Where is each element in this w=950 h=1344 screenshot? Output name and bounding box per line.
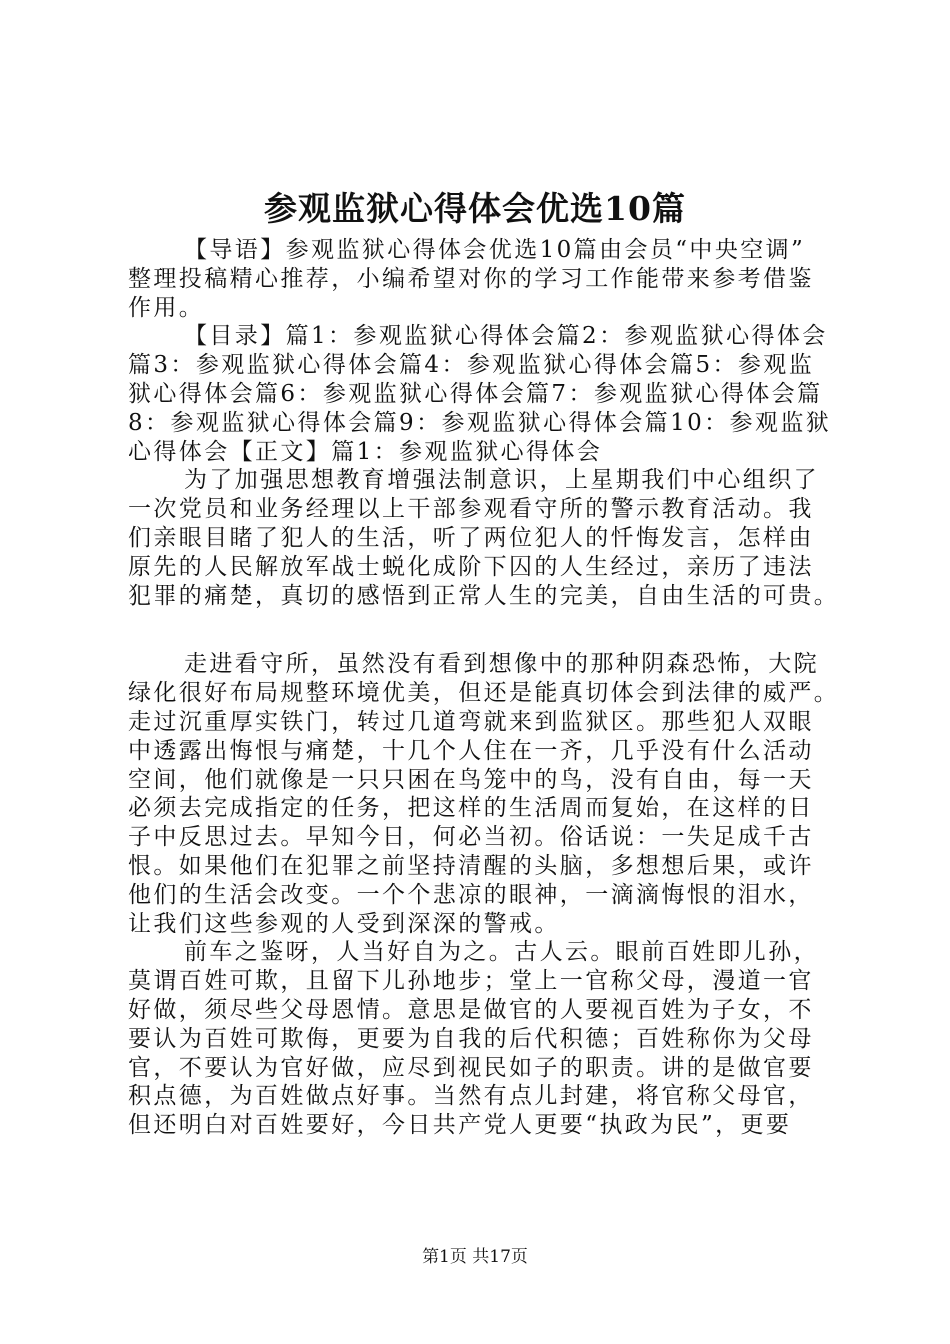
text-line: 前车之鉴呀，人当好自为之。古人云。眼前百姓即儿孙， [184, 939, 819, 966]
text-line: 莫谓百姓可欺，且留下儿孙地步；堂上一官称父母，漫道一官 [128, 968, 814, 995]
text-line: 犯罪的痛楚，真切的感悟到正常人生的完美，自由生活的可贵。 [128, 582, 840, 609]
text-line: 一次党员和业务经理以上干部参观看守所的警示教育活动。我 [128, 496, 814, 523]
text-line: 篇3：参观监狱心得体会篇4：参观监狱心得体会篇5：参观监 [128, 352, 815, 379]
text-line: 【导语】参观监狱心得体会优选10篇由会员“中央空调” [184, 237, 806, 263]
text-line: 子中反思过去。早知今日，何必当初。俗话说：一失足成千古 [128, 824, 814, 851]
text-line: 心得体会【正文】篇1：参观监狱心得体会 [128, 438, 603, 465]
page-footer: 第1页 共17页 [422, 1247, 528, 1267]
text-line: 原先的人民解放军战士蜕化成阶下囚的人生经过，亲历了违法 [128, 553, 814, 580]
text-line: 走进看守所，虽然没有看到想像中的那种阴森恐怖，大院 [184, 651, 819, 678]
text-line: 官，不要认为官好做，应尽到视民如子的职责。讲的是做官要 [128, 1054, 814, 1081]
document-body [128, 236, 848, 1140]
text-line: 好做，须尽些父母恩情。意思是做官的人要视百姓为子女，不 [128, 996, 814, 1023]
text-line: 为了加强思想教育增强法制意识，上星期我们中心组织了 [184, 467, 819, 494]
text-line: 中透露出悔恨与痛楚，十几个人住在一齐，几乎没有什么活动 [128, 737, 814, 764]
document-title: 参观监狱心得体会优选10篇 [264, 189, 686, 228]
text-line: 【目录】篇1：参观监狱心得体会篇2：参观监狱心得体会 [184, 323, 828, 350]
text-line: 但还明白对百姓要好，今日共产党人更要“执政为民”，更要 [128, 1112, 792, 1139]
text-line: 狱心得体会篇6：参观监狱心得体会篇7：参观监狱心得体会篇 [128, 380, 823, 407]
text-line: 积点德，为百姓做点好事。当然有点儿封建，将官称父母官， [128, 1083, 814, 1110]
text-line: 空间，他们就像是一只只困在鸟笼中的鸟，没有自由，每一天 [128, 766, 814, 793]
text-line: 绿化很好布局规整环境优美，但还是能真切体会到法律的威严。 [128, 680, 840, 707]
text-line: 要认为百姓可欺侮，更要为自我的后代积德；百姓称你为父母 [128, 1025, 814, 1052]
text-line: 走过沉重厚实铁门，转过几道弯就来到监狱区。那些犯人双眼 [128, 708, 814, 735]
text-line: 作用。 [128, 294, 205, 321]
text-line: 整理投稿精心推荐，小编希望对你的学习工作能带来参考借鉴 [128, 265, 814, 292]
text-line: 让我们这些参观的人受到深深的警戒。 [128, 910, 560, 937]
text-line: 8：参观监狱心得体会篇9：参观监狱心得体会篇10：参观监狱 [128, 409, 832, 436]
text-line: 们亲眼目睹了犯人的生活，听了两位犯人的忏悔发言，怎样由 [128, 524, 814, 551]
paragraph-gap [128, 610, 848, 650]
text-line: 必须去完成指定的任务，把这样的生活周而复始，在这样的日 [128, 795, 814, 822]
text-line: 恨。如果他们在犯罪之前坚持清醒的头脑，多想想后果，或许 [128, 852, 814, 879]
text-line: 他们的生活会改变。一个个悲凉的眼神，一滴滴悔恨的泪水， [128, 881, 814, 908]
